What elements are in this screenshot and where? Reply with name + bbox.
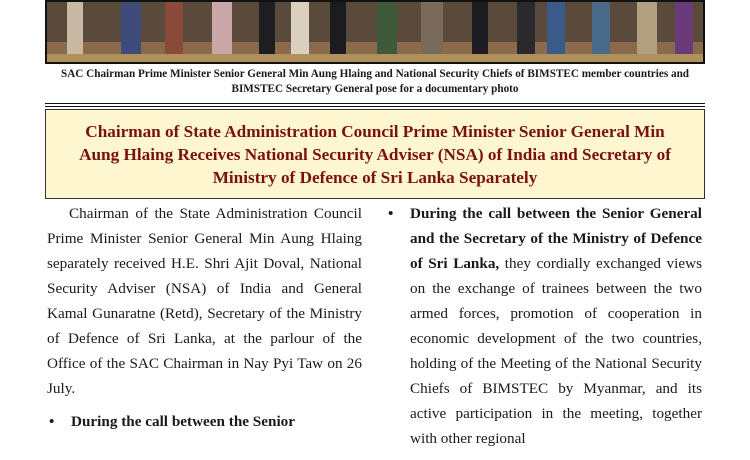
group-photo-image — [47, 2, 703, 62]
right-column — [386, 201, 702, 451]
bullet-lead: During the call between the Senior — [71, 413, 295, 430]
article-headline: Chairman of State Administration Council Prime Minister Senior General Min Aung Hlaing Receives National Security Adviser (NSA) of India and Secretary of Ministry of Defence of Sri Lanka Separately — [45, 109, 705, 199]
bullet-icon: • — [388, 205, 394, 222]
divider-top — [45, 103, 705, 104]
photo-caption: SAC Chairman Prime Minister Senior General Min Aung Hlaing and National Security Chiefs of BIMSTEC member countries and BIMSTEC Secretary General pose for a documentary photo — [60, 68, 690, 95]
bullet-item — [47, 409, 362, 434]
bullet-icon: • — [49, 413, 55, 430]
intro-paragraph: Chairman of the State Administration Council Prime Minister Senior General Min Aung Hlaing separately received H.E. Shri Ajit Doval, National Security Adviser (NSA) of India and General Kamal Gunaratne (Retd), Secretary of the Ministry of Defence of Sri Lanka, at the parlour of the Office of the SAC Chairman in Nay Pyi Taw on 26 July. — [47, 205, 362, 397]
bullet-body: they cordially exchanged views on the exchange of trainees between the two armed forces, promotion of cooperation in economic development of the two countries, holding of the Meeting of the National Security Chiefs of BIMSTEC by Myanmar, and its active participation in the meeting, together with other regional — [410, 255, 702, 447]
left-column — [47, 201, 362, 434]
group-photo — [45, 0, 705, 64]
divider-bottom — [45, 106, 705, 107]
bullet-lead: During the call between the Senior General and the Secretary of the Ministry of Defence of Sri Lanka, — [410, 205, 702, 272]
bullet-item — [386, 201, 702, 451]
